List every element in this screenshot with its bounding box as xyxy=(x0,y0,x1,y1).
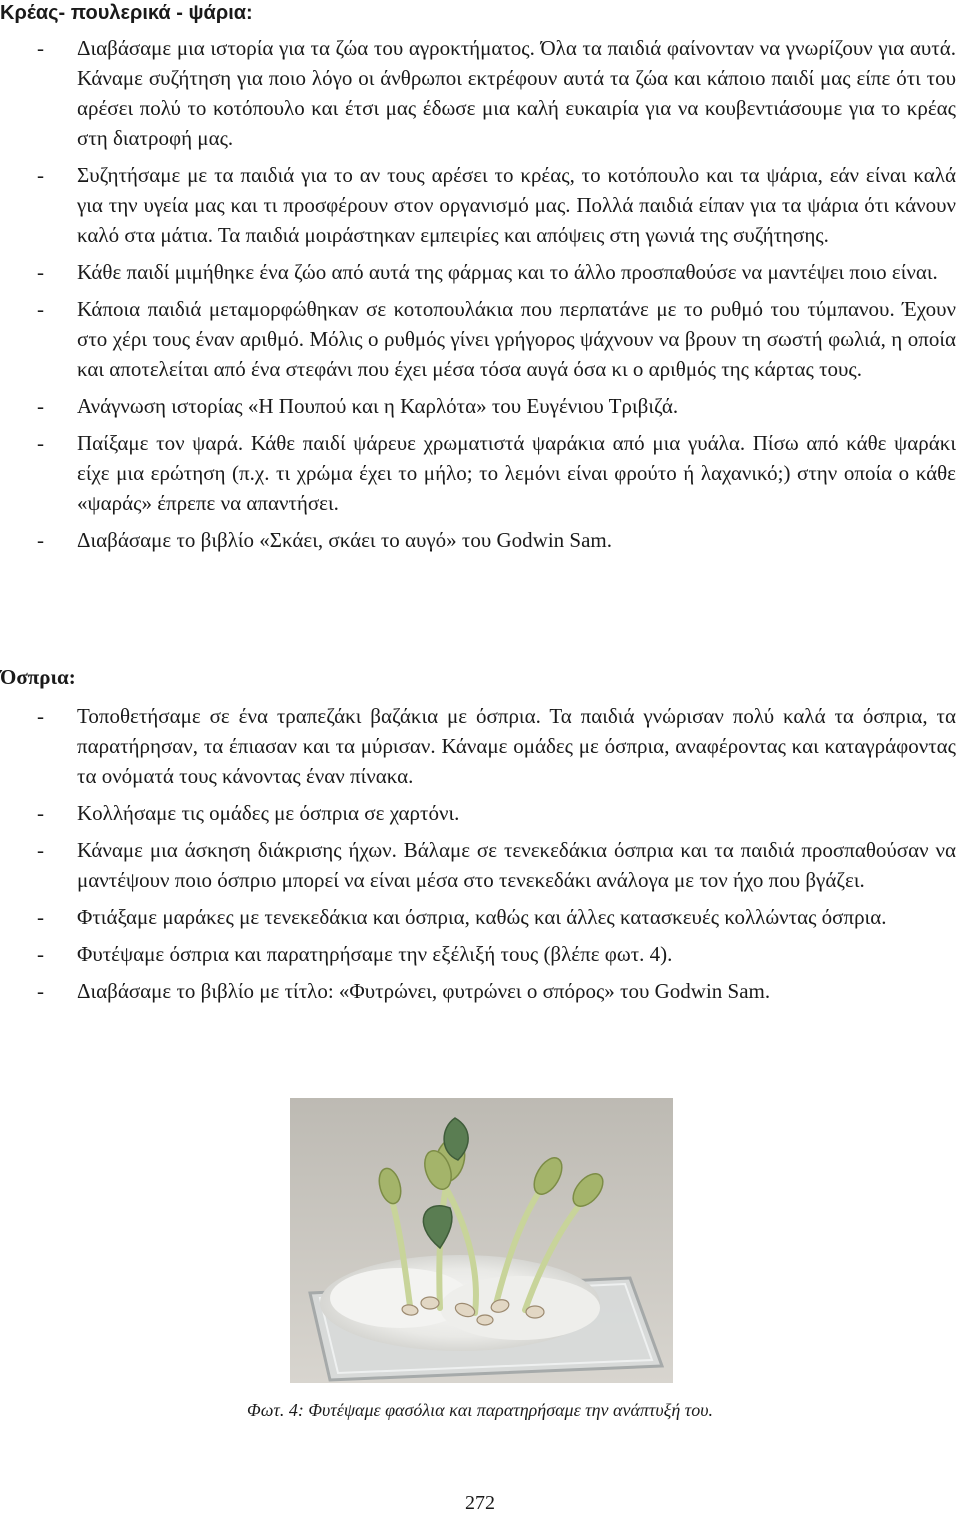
list-item-text: Διαβάσαμε μια ιστορία για τα ζώα του αγροκτήματος. Όλα τα παιδιά φαίνονταν να γνωρίζουν για αυτά. Κάναμε συζήτηση για ποιο λόγο οι άνθρωποι εκτρέφουν αυτά τα ζώα και κάποιο παιδί μας είπε ότι του αρέσει πολύ το κοτόπουλο και έτσι μας έδωσε μια καλή ευκαιρία για να κουβεντιάσουμε για το κρέας στη διατροφή μας. xyxy=(77,36,956,150)
list-item-text: Συζητήσαμε με τα παιδιά για το αν τους αρέσει το κρέας, το κοτόπουλο και τα ψάρια, εάν είναι καλά για την υγεία μας και τι προσφέρουν στον οργανισμό μας. Πολλά παιδιά είπαν για τα ψάρια ότι κάνουν καλό στα μάτια. Τα παιδιά μοιράστηκαν εμπειρίες και απόψεις στη γωνιά της συζήτησης. xyxy=(77,163,956,247)
section-heading-legumes: Όσπρια: xyxy=(0,665,76,689)
bean-sprouts-illustration xyxy=(290,1098,673,1383)
list-dash: - xyxy=(37,260,44,284)
list-item-text: Κάποια παιδιά μεταμορφώθηκαν σε κοτοπουλάκια που περπατάνε με το ρυθμό του τύμπανου. Έχουν στο χέρι τους έναν αριθμό. Μόλις ο ρυθμός γίνει γρήγορος ψάχνουν να βρουν τη σωστή φωλιά, η οποία και αποτελείται από ένα στεφάνι που έχει μέσα τόσα αυγά όσα κι ο αριθμός της κάρτας τους. xyxy=(77,297,956,381)
list-dash: - xyxy=(37,297,44,321)
list-dash: - xyxy=(37,704,44,728)
list-item xyxy=(0,939,960,969)
list-item-text: Τοποθετήσαμε σε ένα τραπεζάκι βαζάκια με όσπρια. Τα παιδιά γνώρισαν πολύ καλά τα όσπρια, τα παρατήρησαν, τα έπιασαν και τα μύρισαν. Κάναμε ομάδες με όσπρια, αναφέροντας και καταγράφοντας τα ονόματά τους κάνοντας έναν πίνακα. xyxy=(77,704,956,788)
list-item xyxy=(0,257,960,287)
list-dash: - xyxy=(37,801,44,825)
list-item-text: Ανάγνωση ιστορίας «Η Πουπού και η Καρλότα» του Ευγένιου Τριβιζά. xyxy=(77,394,679,418)
list-dash: - xyxy=(37,979,44,1003)
list-dash: - xyxy=(37,163,44,187)
list-item xyxy=(0,798,960,828)
meat-activities-list xyxy=(0,33,960,562)
list-item-text: Κάναμε μια άσκηση διάκρισης ήχων. Βάλαμε σε τενεκεδάκια όσπρια και τα παιδιά προσπαθούσαν να μαντέψουν ποιο όσπριο μπορεί να είναι μέσα στο τενεκεδάκι ανάλογα με τον ήχο που βγάζει. xyxy=(77,838,956,892)
list-item xyxy=(0,33,960,153)
list-item-text: Διαβάσαμε το βιβλίο «Σκάει, σκάει το αυγό» του Godwin Sam. xyxy=(77,528,613,552)
list-item xyxy=(0,160,960,250)
legumes-activities-list xyxy=(0,701,960,1013)
list-dash: - xyxy=(37,394,44,418)
list-dash: - xyxy=(37,431,44,455)
list-item-text: Παίξαμε τον ψαρά. Κάθε παιδί ψάρευε χρωματιστά ψαράκια από μια γυάλα. Πίσω από κάθε ψαράκι είχε μια ερώτηση (π.χ. τι χρώμα έχει το μήλο; το λεμόνι είναι φρούτο ή λαχανικό;) στην οποία ο κάθε «ψαράς» έπρεπε να απαντήσει. xyxy=(77,431,956,515)
list-item xyxy=(0,294,960,384)
list-item-text: Διαβάσαμε το βιβλίο με τίτλο: «Φυτρώνει, φυτρώνει ο σπόρος» του Godwin Sam. xyxy=(77,979,771,1003)
list-dash: - xyxy=(37,36,44,60)
list-item-text: Φυτέψαμε όσπρια και παρατηρήσαμε την εξέλιξή τους (βλέπε φωτ. 4). xyxy=(77,942,673,966)
list-item xyxy=(0,701,960,791)
list-item-text: Κάθε παιδί μιμήθηκε ένα ζώο από αυτά της φάρμας και το άλλο προσπαθούσε να μαντέψει ποιο είναι. xyxy=(77,260,938,284)
list-dash: - xyxy=(37,942,44,966)
bean-sprouts-photo xyxy=(290,1098,673,1383)
list-item-text: Φτιάξαμε μαράκες με τενεκεδάκια και όσπρια, καθώς και άλλες κατασκευές κολλώντας όσπρια. xyxy=(77,905,887,929)
list-dash: - xyxy=(37,528,44,552)
photo-caption: Φωτ. 4: Φυτέψαμε φασόλια και παρατηρήσαμε την ανάπτυξή του. xyxy=(247,1400,713,1420)
list-item xyxy=(0,902,960,932)
list-item xyxy=(0,428,960,518)
list-dash: - xyxy=(37,905,44,929)
list-dash: - xyxy=(37,838,44,862)
page-number: 272 xyxy=(465,1492,495,1514)
list-item xyxy=(0,976,960,1006)
list-item xyxy=(0,835,960,895)
list-item xyxy=(0,525,960,555)
list-item-text: Κολλήσαμε τις ομάδες με όσπρια σε χαρτόνι. xyxy=(77,801,460,825)
section-heading-meat: Κρέας- πουλερικά - ψάρια: xyxy=(0,2,253,24)
list-item xyxy=(0,391,960,421)
